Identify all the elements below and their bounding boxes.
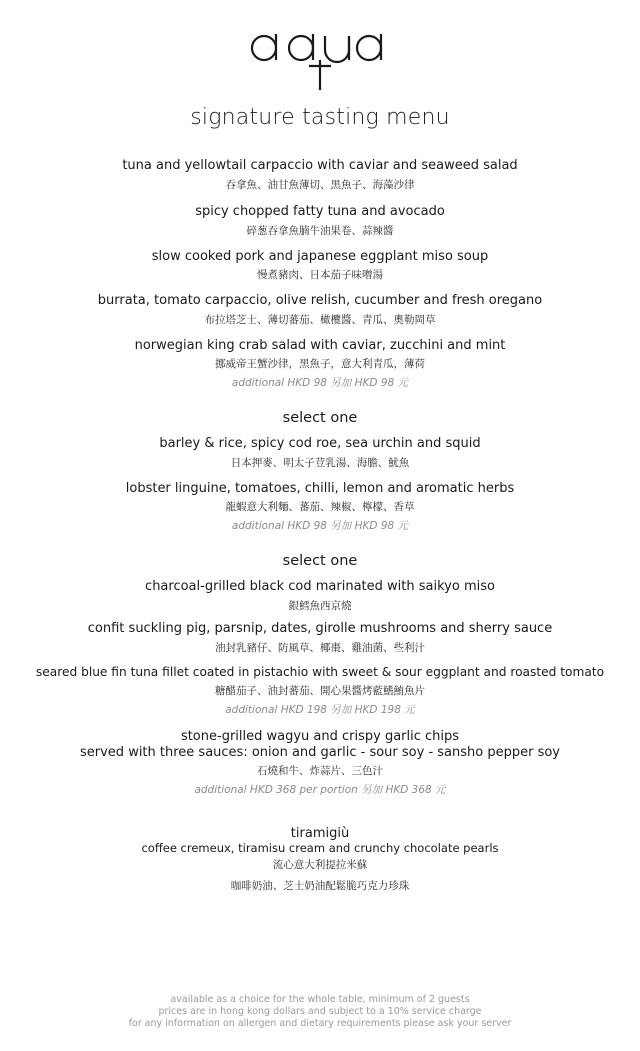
dessert-description: coffee cremeux, tiramisu cream and crunchy chocolate pearls: [141, 841, 499, 855]
select2-item-1-name: charcoal-grilled black cod marinated with saikyo miso: [145, 579, 495, 594]
select1-item-2-name: lobster linguine, tomatoes, chilli, lemon and aromatic herbs: [125, 481, 515, 496]
course-4-chinese: 布拉塔芝士、薄切蕃茄、橄欖醬、青瓜、奧勒岡草: [204, 314, 436, 326]
select2-item-4-sauces: served with three sauces: onion and garlic - sour soy - sansho pepper soy: [80, 745, 560, 760]
course-5-name: norwegian king crab salad with caviar, zucchini and mint: [134, 338, 506, 353]
aqua-logo-mark: [245, 22, 395, 94]
select1-item-1-chinese: 日本押麥、明太子荳乳湯、海膽、魷魚: [230, 457, 410, 469]
select-one-heading-1: select one: [282, 410, 358, 426]
course-1-name: tuna and yellowtail carpaccio with caviar and seaweed salad: [122, 158, 518, 173]
course-2-chinese: 碎葱吞拿魚腩牛油果卷、蒜辣醬: [246, 225, 394, 237]
select2-item-4-supplement: additional HKD 368 per portion 另加 HKD 368 元: [194, 784, 446, 796]
select1-item-1-name: barley & rice, spicy cod roe, sea urchin and squid: [159, 436, 481, 451]
course-1-chinese: 吞拿魚、油甘魚薄切、黑魚子、海藻沙律: [225, 179, 415, 191]
select2-item-4-name: stone-grilled wagyu and crispy garlic chips: [180, 729, 460, 744]
course-3-chinese: 慢煮豬肉、日本茄子味噌湯: [257, 269, 383, 281]
select2-item-3-chinese: 糖醋茄子、油封蕃茄、開心果醬烤藍鰭鮪魚片: [215, 685, 425, 697]
dessert-chinese-name: 流心意大利提拉米蘇: [272, 859, 368, 871]
footer-note-3: for any information on allergen and dietary requirements please ask your server: [128, 1018, 512, 1029]
course-5-supplement: additional HKD 98 另加 HKD 98 元: [231, 377, 409, 389]
aqua-logo: [0, 22, 640, 94]
select2-item-3-name: seared blue fin tuna fillet coated in pistachio with sweet & sour eggplant and roasted tomato: [35, 665, 605, 679]
course-2-name: spicy chopped fatty tuna and avocado: [195, 204, 445, 219]
select2-item-4-chinese: 石燒和牛、炸蒜片、三色汁: [257, 765, 383, 777]
course-3-name: slow cooked pork and japanese eggplant miso soup: [151, 249, 489, 264]
select2-item-2-name: confit suckling pig, parsnip, dates, girolle mushrooms and sherry sauce: [87, 621, 553, 636]
footer-note-1: available as a choice for the whole table, minimum of 2 guests: [170, 994, 470, 1005]
select-one-heading-2: select one: [282, 553, 358, 569]
dessert-chinese-description: 咖啡奶油、芝士奶油配鬆脆巧克力珍珠: [230, 880, 410, 892]
svg-text:aqua: aqua: [318, 93, 322, 94]
course-4-name: burrata, tomato carpaccio, olive relish, cucumber and fresh oregano: [97, 293, 543, 308]
footer-note-2: prices are in hong kong dollars and subject to a 10% service charge: [158, 1006, 482, 1017]
select2-item-1-chinese: 銀鱈魚西京燒: [288, 600, 352, 612]
select1-item-2-supplement: additional HKD 98 另加 HKD 98 元: [231, 520, 409, 532]
select1-item-2-chinese: 龍蝦意大利麵、蕃茄、辣椒、檸檬、香草: [225, 501, 415, 513]
select2-item-3-supplement: additional HKD 198 另加 HKD 198 元: [225, 704, 415, 716]
menu-title: signature tasting menu: [190, 105, 450, 130]
select2-item-2-chinese: 油封乳豬仔、防風草、椰棗、雞油菌、些利汁: [215, 642, 425, 654]
dessert-name: tiramigiù: [290, 826, 350, 841]
course-5-chinese: 挪威帝王蟹沙律，黑魚子，意大利青瓜，薄荷: [215, 358, 425, 370]
